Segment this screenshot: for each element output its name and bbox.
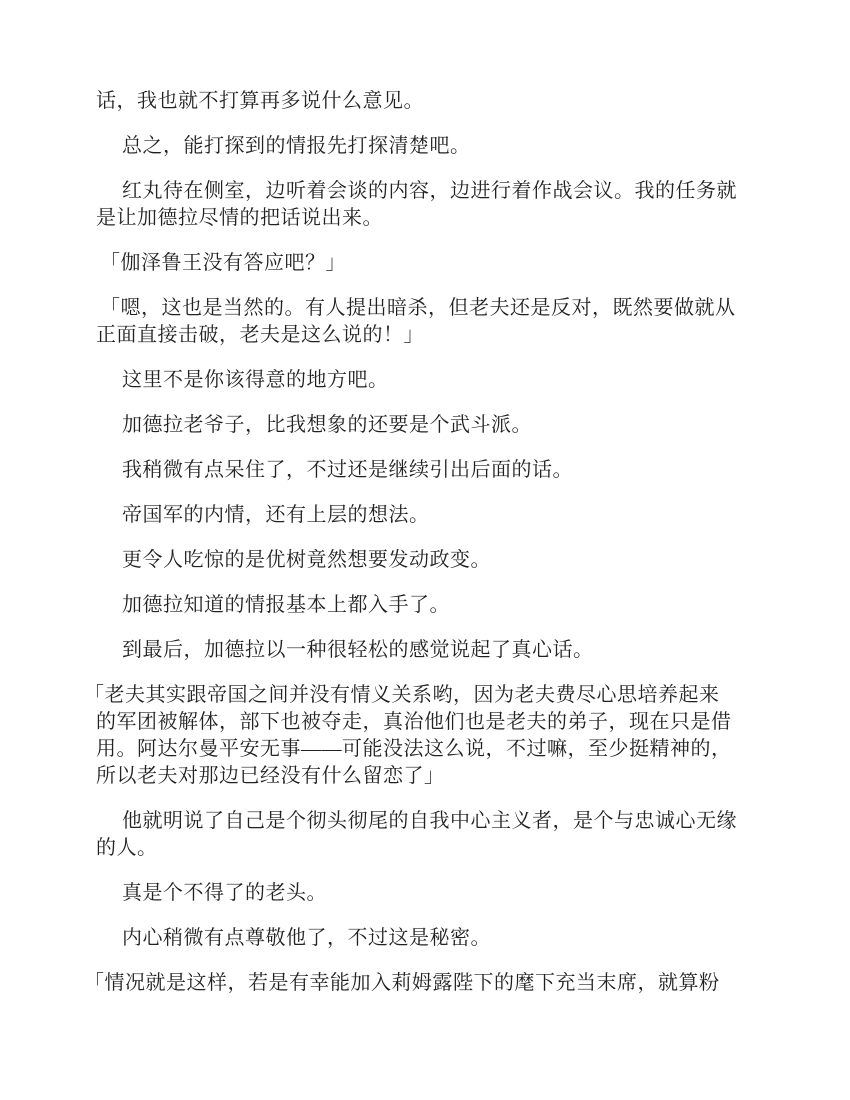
- paragraph: [96, 367, 772, 394]
- text-line: 加德拉老爷子，比我想象的还要是个武斗派。: [122, 414, 532, 436]
- paragraph: [96, 547, 772, 574]
- text-line: 的军团被解体，部下也被夺走，真治他们也是老夫的弟子，现在只是借: [96, 711, 732, 733]
- text-line: 总之，能打探到的情报先打探清楚吧。: [122, 135, 471, 157]
- paragraph: [96, 250, 772, 277]
- paragraph: [96, 880, 772, 907]
- text-line: 内心稍微有点尊敬他了，不过这是秘密。: [122, 927, 491, 949]
- text-line: 帝国军的内情，还有上层的想法。: [122, 504, 430, 526]
- text-line: 真是个不得了的老头。: [122, 882, 327, 904]
- text-line: 「情况就是这样，若是有幸能加入莉姆露陛下的麾下充当末席，就算粉: [84, 972, 720, 994]
- paragraph: [96, 133, 772, 160]
- paragraph: [84, 970, 772, 997]
- paragraph: [96, 457, 772, 484]
- paragraph: [96, 412, 772, 439]
- text-line: 红丸待在侧室，边听着会谈的内容，边进行着作战会议。我的任务就: [122, 180, 737, 202]
- text-line: 这里不是你该得意的地方吧。: [122, 369, 389, 391]
- text-line: 加德拉知道的情报基本上都入手了。: [122, 594, 450, 616]
- paragraph: [96, 178, 772, 232]
- text-line: 「伽泽鲁王没有答应吧？」: [100, 252, 346, 274]
- paragraph: [96, 88, 772, 115]
- text-line: 用。阿达尔曼平安无事——可能没法这么说，不过嘛，至少挺精神的，: [96, 738, 732, 760]
- text-line: 「老夫其实跟帝国之间并没有情义关系哟，因为老夫费尽心思培养起来: [84, 684, 720, 706]
- paragraph: [96, 925, 772, 952]
- text-line: 正面直接击破，老夫是这么说的！」: [96, 324, 424, 346]
- paragraph: [84, 682, 772, 790]
- paragraph: [96, 808, 772, 862]
- text-line: 话，我也就不打算再多说什么意见。: [96, 90, 424, 112]
- text-line: 所以老夫对那边已经没有什么留恋了」: [96, 765, 445, 787]
- text-line: 到最后，加德拉以一种很轻松的感觉说起了真心话。: [122, 639, 594, 661]
- paragraph: [96, 637, 772, 664]
- paragraph: [96, 295, 772, 349]
- text-line: 更令人吃惊的是优树竟然想要发动政变。: [122, 549, 491, 571]
- text-line: 是让加德拉尽情的把话说出来。: [96, 207, 383, 229]
- paragraph: [96, 592, 772, 619]
- text-line: 他就明说了自己是个彻头彻尾的自我中心主义者，是个与忠诚心无缘: [122, 810, 737, 832]
- text-line: 我稍微有点呆住了，不过还是继续引出后面的话。: [122, 459, 573, 481]
- text-line: 的人。: [96, 837, 158, 859]
- text-line: 「嗯，这也是当然的。有人提出暗杀，但老夫还是反对，既然要做就从: [100, 297, 736, 319]
- paragraph: [96, 502, 772, 529]
